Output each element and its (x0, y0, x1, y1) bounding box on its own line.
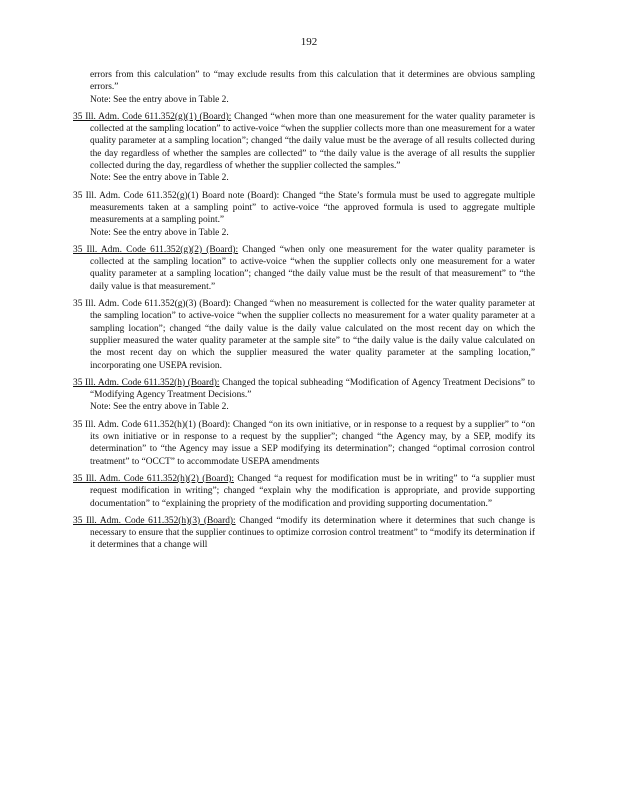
entry-citation: 35 Ill. Adm. Code 611.352(h)(2) (Board): (73, 473, 234, 484)
entry-note: Note: See the entry above in Table 2. (90, 94, 229, 105)
entry-text: Changed “when only one measurement for the water quality parameter is collected at the sampling location” to active-voice “when the supplier collects only one measurement for a water quality parameter at a sampling location”; changed “the daily value must be the result of that measurement” to “the daily value is that measurement.” (90, 244, 535, 292)
entry (73, 190, 535, 239)
entry (73, 298, 535, 372)
entry-text: Changed the topical subheading “Modification of Agency Treatment Decisions” to “Modifying Agency Treatment Decisions.” (90, 377, 535, 401)
entry-continuation (73, 69, 535, 106)
entry-note: Note: See the entry above in Table 2. (90, 173, 229, 184)
entry-text: Changed “the State’s formula must be used to aggregate multiple measurements taken at a sampling point” to active-voice “the approved formula is used to aggregate multiple measurements at a sampling point.” (90, 190, 536, 226)
entry-citation: 35 Ill. Adm. Code 611.352(h)(1) (Board): (73, 419, 231, 430)
entry-citation: 35 Ill. Adm. Code 611.352(g)(1) (Board): (73, 111, 232, 122)
page-number: 192 (300, 36, 318, 48)
entry-citation: 35 Ill. Adm. Code 611.352(h)(3) (Board): (73, 515, 236, 526)
entry-note: Note: See the entry above in Table 2. (90, 402, 229, 413)
entry-text: Changed “on its own initiative, or in response to a request by a supplier” to “on its own initiative or in response to a request by the supplier”; changed “the Agency may, by a SEP, modify its determination” to “the Agency may issue a SEP modifying its determination”; changed “optimal corrosion control treatment” to “OCCT” to accommodate USEPA amendments (90, 419, 535, 467)
entry (73, 111, 535, 185)
entry (73, 419, 535, 468)
entry-text: errors from this calculation” to “may exclude results from this calculation that it determines are obvious sampling errors.” (90, 70, 535, 93)
entry-note: Note: See the entry above in Table 2. (90, 227, 229, 238)
entry-text: Changed “when no measurement is collected for the water quality parameter at the sampling location” to active-voice “when the supplier collects no measurement for a water quality parameter at a sampling location”; changed “the daily value is the daily value calculated on the most recent day on which the supplier measured the water quality parameter at the sample site” to “the daily value is the daily value calculated on the most recent day on which the supplier measured the water quality parameter at the sampling location,” incorporating one USEPA revision. (90, 299, 535, 371)
entry (73, 473, 535, 510)
entry-citation: 35 Ill. Adm. Code 611.352(g)(1) Board note (Board): (73, 190, 280, 201)
entry-text: Changed “modify its determination where it determines that such change is necessary to ensure that the supplier continues to optimize corrosion control treatment” to “modify its determination if it determines that a change will (90, 515, 536, 551)
entry-text: Changed “when more than one measurement for the water quality parameter is collected at the sampling location” to active-voice “when the supplier collects more than one measurement for a water quality parameter at a sampling location”; changed “the daily value must be the average of all results collected during the day regardless of whether the samples are collected” to “the daily value is the average of all results the supplier collected during the day, regardless of whether the supplier collected the samples.” (90, 111, 535, 172)
entry-text: Changed “a request for modification must be in writing” to “a supplier must request modification in writing”; changed “explain why the modification is appropriate, and provide supporting documentation” to “explaining the propriety of the modification and providing supporting documentation.” (90, 473, 535, 509)
document-body (73, 69, 535, 557)
entry (73, 244, 535, 293)
entry-citation: 35 Ill. Adm. Code 611.352(h) (Board): (73, 377, 220, 388)
entry-citation: 35 Ill. Adm. Code 611.352(g)(3) (Board): (73, 299, 232, 310)
entry (73, 515, 535, 552)
entry-citation: 35 Ill. Adm. Code 611.352(g)(2) (Board): (73, 244, 239, 255)
entry (73, 377, 535, 414)
